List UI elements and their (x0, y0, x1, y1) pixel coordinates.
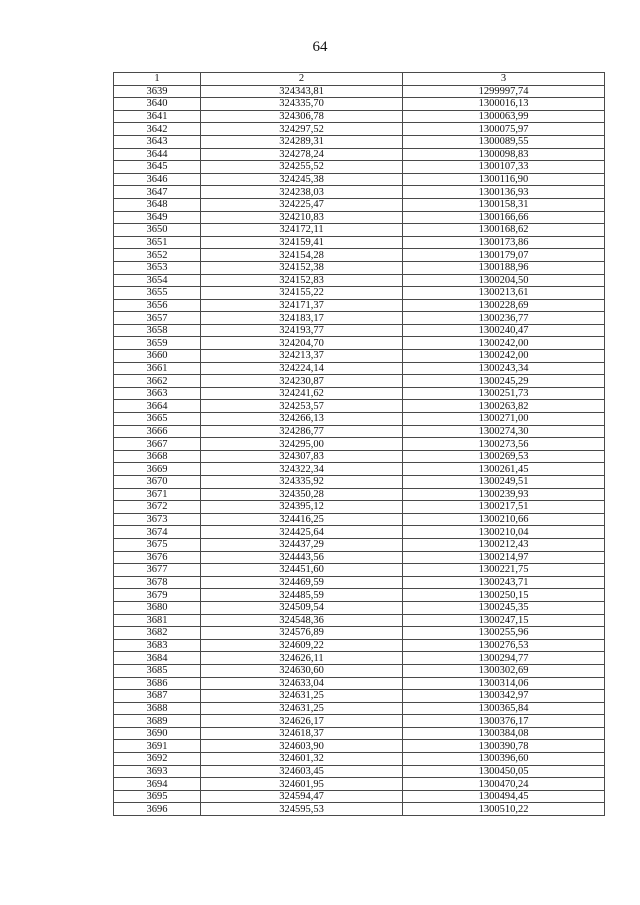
x-coordinate-cell: 324631,25 (201, 690, 403, 703)
table-row (114, 173, 605, 186)
x-coordinate-cell: 324306,78 (201, 110, 403, 123)
x-coordinate-cell: 324548,36 (201, 614, 403, 627)
table-row (114, 261, 605, 274)
table-row (114, 614, 605, 627)
table-row (114, 501, 605, 514)
x-coordinate-cell: 324595,53 (201, 803, 403, 816)
table-row (114, 161, 605, 174)
point-number-cell: 3661 (114, 362, 201, 375)
x-coordinate-cell: 324630,60 (201, 664, 403, 677)
table-row (114, 664, 605, 677)
point-number-cell: 3695 (114, 790, 201, 803)
x-coordinate-cell: 324183,17 (201, 312, 403, 325)
x-coordinate-cell: 324224,14 (201, 362, 403, 375)
point-number-cell: 3665 (114, 413, 201, 426)
point-number-cell: 3650 (114, 224, 201, 237)
y-coordinate-cell: 1300188,96 (403, 261, 605, 274)
point-number-cell: 3649 (114, 211, 201, 224)
point-number-cell: 3666 (114, 425, 201, 438)
y-coordinate-cell: 1300396,60 (403, 753, 605, 766)
y-coordinate-cell: 1300168,62 (403, 224, 605, 237)
y-coordinate-cell: 1300242,00 (403, 337, 605, 350)
y-coordinate-cell: 1300276,53 (403, 639, 605, 652)
x-coordinate-cell: 324255,52 (201, 161, 403, 174)
x-coordinate-cell: 324443,56 (201, 551, 403, 564)
y-coordinate-cell: 1300376,17 (403, 715, 605, 728)
table-row (114, 753, 605, 766)
point-number-cell: 3658 (114, 324, 201, 337)
y-coordinate-cell: 1300273,56 (403, 438, 605, 451)
x-coordinate-cell: 324297,52 (201, 123, 403, 136)
y-coordinate-cell: 1300098,83 (403, 148, 605, 161)
table-row (114, 274, 605, 287)
y-coordinate-cell: 1300271,00 (403, 413, 605, 426)
y-coordinate-cell: 1300089,55 (403, 135, 605, 148)
y-coordinate-cell: 1300294,77 (403, 652, 605, 665)
table-row (114, 740, 605, 753)
y-coordinate-cell: 1300245,35 (403, 601, 605, 614)
x-coordinate-cell: 324576,89 (201, 627, 403, 640)
point-number-cell: 3647 (114, 186, 201, 199)
x-coordinate-cell: 324204,70 (201, 337, 403, 350)
y-coordinate-cell: 1300269,53 (403, 450, 605, 463)
x-coordinate-cell: 324210,83 (201, 211, 403, 224)
table-row (114, 186, 605, 199)
coordinates-table (113, 72, 605, 816)
point-number-cell: 3644 (114, 148, 201, 161)
point-number-cell: 3675 (114, 538, 201, 551)
x-coordinate-cell: 324171,37 (201, 299, 403, 312)
y-coordinate-cell: 1300228,69 (403, 299, 605, 312)
x-coordinate-cell: 324416,25 (201, 513, 403, 526)
y-coordinate-cell: 1300136,93 (403, 186, 605, 199)
y-coordinate-cell: 1300247,15 (403, 614, 605, 627)
point-number-cell: 3642 (114, 123, 201, 136)
x-coordinate-cell: 324437,29 (201, 538, 403, 551)
y-coordinate-cell: 1300107,33 (403, 161, 605, 174)
table-row (114, 123, 605, 136)
table-row (114, 803, 605, 816)
table-row (114, 463, 605, 476)
x-coordinate-cell: 324594,47 (201, 790, 403, 803)
table-row (114, 778, 605, 791)
x-coordinate-cell: 324631,25 (201, 702, 403, 715)
point-number-cell: 3657 (114, 312, 201, 325)
point-number-cell: 3690 (114, 727, 201, 740)
point-number-cell: 3669 (114, 463, 201, 476)
table-row (114, 790, 605, 803)
point-number-cell: 3676 (114, 551, 201, 564)
y-coordinate-cell: 1300016,13 (403, 98, 605, 111)
x-coordinate-cell: 324626,17 (201, 715, 403, 728)
x-coordinate-cell: 324626,11 (201, 652, 403, 665)
table-row (114, 211, 605, 224)
y-coordinate-cell: 1300470,24 (403, 778, 605, 791)
point-number-cell: 3640 (114, 98, 201, 111)
y-coordinate-cell: 1300075,97 (403, 123, 605, 136)
table-row (114, 425, 605, 438)
y-coordinate-cell: 1300250,15 (403, 589, 605, 602)
x-coordinate-cell: 324155,22 (201, 287, 403, 300)
point-number-cell: 3662 (114, 375, 201, 388)
y-coordinate-cell: 1300221,75 (403, 564, 605, 577)
point-number-cell: 3694 (114, 778, 201, 791)
point-number-cell: 3687 (114, 690, 201, 703)
table-row (114, 589, 605, 602)
table-row (114, 551, 605, 564)
point-number-cell: 3691 (114, 740, 201, 753)
x-coordinate-cell: 324469,59 (201, 576, 403, 589)
x-coordinate-cell: 324485,59 (201, 589, 403, 602)
table-row (114, 765, 605, 778)
point-number-cell: 3641 (114, 110, 201, 123)
table-row (114, 627, 605, 640)
point-number-cell: 3681 (114, 614, 201, 627)
point-number-cell: 3660 (114, 350, 201, 363)
x-coordinate-cell: 324603,45 (201, 765, 403, 778)
point-number-cell: 3678 (114, 576, 201, 589)
y-coordinate-cell: 1300255,96 (403, 627, 605, 640)
table-row (114, 450, 605, 463)
x-coordinate-cell: 324601,95 (201, 778, 403, 791)
y-coordinate-cell: 1300239,93 (403, 488, 605, 501)
point-number-cell: 3653 (114, 261, 201, 274)
y-coordinate-cell: 1300384,08 (403, 727, 605, 740)
point-number-cell: 3639 (114, 85, 201, 98)
table-row (114, 287, 605, 300)
table-row (114, 299, 605, 312)
point-number-cell: 3645 (114, 161, 201, 174)
point-number-cell: 3689 (114, 715, 201, 728)
point-number-cell: 3674 (114, 526, 201, 539)
table-row (114, 652, 605, 665)
x-coordinate-cell: 324172,11 (201, 224, 403, 237)
table-row (114, 438, 605, 451)
y-coordinate-cell: 1300158,31 (403, 198, 605, 211)
x-coordinate-cell: 324230,87 (201, 375, 403, 388)
x-coordinate-cell: 324213,37 (201, 350, 403, 363)
x-coordinate-cell: 324286,77 (201, 425, 403, 438)
y-coordinate-cell: 1300213,61 (403, 287, 605, 300)
x-coordinate-cell: 324350,28 (201, 488, 403, 501)
y-coordinate-cell: 1300217,51 (403, 501, 605, 514)
x-coordinate-cell: 324601,32 (201, 753, 403, 766)
point-number-cell: 3673 (114, 513, 201, 526)
x-coordinate-cell: 324241,62 (201, 387, 403, 400)
x-coordinate-cell: 324225,47 (201, 198, 403, 211)
point-number-cell: 3667 (114, 438, 201, 451)
x-coordinate-cell: 324152,38 (201, 261, 403, 274)
y-coordinate-cell: 1300251,73 (403, 387, 605, 400)
y-coordinate-cell: 1300063,99 (403, 110, 605, 123)
point-number-cell: 3670 (114, 476, 201, 489)
y-coordinate-cell: 1300214,97 (403, 551, 605, 564)
y-coordinate-cell: 1300240,47 (403, 324, 605, 337)
table-row (114, 236, 605, 249)
table-header (114, 73, 605, 86)
point-number-cell: 3655 (114, 287, 201, 300)
point-number-cell: 3646 (114, 173, 201, 186)
point-number-cell: 3686 (114, 677, 201, 690)
table-row (114, 400, 605, 413)
point-number-cell: 3679 (114, 589, 201, 602)
x-coordinate-cell: 324451,60 (201, 564, 403, 577)
table-row (114, 513, 605, 526)
table-row (114, 564, 605, 577)
table-row (114, 110, 605, 123)
column-header-3: 3 (403, 73, 605, 86)
point-number-cell: 3654 (114, 274, 201, 287)
x-coordinate-cell: 324193,77 (201, 324, 403, 337)
y-coordinate-cell: 1300302,69 (403, 664, 605, 677)
x-coordinate-cell: 324295,00 (201, 438, 403, 451)
table-row (114, 135, 605, 148)
table-row (114, 538, 605, 551)
point-number-cell: 3677 (114, 564, 201, 577)
x-coordinate-cell: 324245,38 (201, 173, 403, 186)
point-number-cell: 3692 (114, 753, 201, 766)
x-coordinate-cell: 324307,83 (201, 450, 403, 463)
table-row (114, 677, 605, 690)
table-row (114, 488, 605, 501)
y-coordinate-cell: 1300210,04 (403, 526, 605, 539)
x-coordinate-cell: 324618,37 (201, 727, 403, 740)
y-coordinate-cell: 1300365,84 (403, 702, 605, 715)
point-number-cell: 3652 (114, 249, 201, 262)
y-coordinate-cell: 1300179,07 (403, 249, 605, 262)
y-coordinate-cell: 1300212,43 (403, 538, 605, 551)
point-number-cell: 3688 (114, 702, 201, 715)
y-coordinate-cell: 1300390,78 (403, 740, 605, 753)
point-number-cell: 3663 (114, 387, 201, 400)
x-coordinate-cell: 324395,12 (201, 501, 403, 514)
point-number-cell: 3693 (114, 765, 201, 778)
x-coordinate-cell: 324154,28 (201, 249, 403, 262)
x-coordinate-cell: 324603,90 (201, 740, 403, 753)
x-coordinate-cell: 324609,22 (201, 639, 403, 652)
y-coordinate-cell: 1300274,30 (403, 425, 605, 438)
table-row (114, 312, 605, 325)
x-coordinate-cell: 324633,04 (201, 677, 403, 690)
x-coordinate-cell: 324238,03 (201, 186, 403, 199)
table-row (114, 148, 605, 161)
y-coordinate-cell: 1300342,97 (403, 690, 605, 703)
point-number-cell: 3682 (114, 627, 201, 640)
y-coordinate-cell: 1300210,66 (403, 513, 605, 526)
point-number-cell: 3672 (114, 501, 201, 514)
table-row (114, 601, 605, 614)
y-coordinate-cell: 1300245,29 (403, 375, 605, 388)
table-row (114, 198, 605, 211)
y-coordinate-cell: 1300249,51 (403, 476, 605, 489)
point-number-cell: 3648 (114, 198, 201, 211)
y-coordinate-cell: 1300236,77 (403, 312, 605, 325)
table-row (114, 702, 605, 715)
table-row (114, 690, 605, 703)
point-number-cell: 3671 (114, 488, 201, 501)
table-row (114, 476, 605, 489)
table-row (114, 249, 605, 262)
x-coordinate-cell: 324343,81 (201, 85, 403, 98)
y-coordinate-cell: 1300243,71 (403, 576, 605, 589)
table-row (114, 337, 605, 350)
x-coordinate-cell: 324289,31 (201, 135, 403, 148)
x-coordinate-cell: 324152,83 (201, 274, 403, 287)
header-row (114, 73, 605, 86)
page-number: 64 (312, 39, 328, 55)
y-coordinate-cell: 1300243,34 (403, 362, 605, 375)
y-coordinate-cell: 1300450,05 (403, 765, 605, 778)
table-row (114, 413, 605, 426)
x-coordinate-cell: 324335,70 (201, 98, 403, 111)
x-coordinate-cell: 324159,41 (201, 236, 403, 249)
point-number-cell: 3656 (114, 299, 201, 312)
point-number-cell: 3683 (114, 639, 201, 652)
point-number-cell: 3664 (114, 400, 201, 413)
x-coordinate-cell: 324266,13 (201, 413, 403, 426)
table-row (114, 324, 605, 337)
y-coordinate-cell: 1300510,22 (403, 803, 605, 816)
x-coordinate-cell: 324278,24 (201, 148, 403, 161)
table-row (114, 727, 605, 740)
y-coordinate-cell: 1300166,66 (403, 211, 605, 224)
table-row (114, 387, 605, 400)
table-row (114, 526, 605, 539)
point-number-cell: 3696 (114, 803, 201, 816)
y-coordinate-cell: 1300116,90 (403, 173, 605, 186)
table-row (114, 576, 605, 589)
point-number-cell: 3668 (114, 450, 201, 463)
x-coordinate-cell: 324425,64 (201, 526, 403, 539)
x-coordinate-cell: 324253,57 (201, 400, 403, 413)
table-row (114, 715, 605, 728)
y-coordinate-cell: 1300263,82 (403, 400, 605, 413)
table-row (114, 639, 605, 652)
x-coordinate-cell: 324509,54 (201, 601, 403, 614)
y-coordinate-cell: 1300173,86 (403, 236, 605, 249)
y-coordinate-cell: 1300314,06 (403, 677, 605, 690)
y-coordinate-cell: 1300242,00 (403, 350, 605, 363)
table-row (114, 362, 605, 375)
point-number-cell: 3685 (114, 664, 201, 677)
column-header-1: 1 (114, 73, 201, 86)
y-coordinate-cell: 1300204,50 (403, 274, 605, 287)
point-number-cell: 3684 (114, 652, 201, 665)
y-coordinate-cell: 1300494,45 (403, 790, 605, 803)
point-number-cell: 3659 (114, 337, 201, 350)
table-row (114, 98, 605, 111)
column-header-2: 2 (201, 73, 403, 86)
table-row (114, 350, 605, 363)
x-coordinate-cell: 324322,34 (201, 463, 403, 476)
table-row (114, 224, 605, 237)
y-coordinate-cell: 1299997,74 (403, 85, 605, 98)
x-coordinate-cell: 324335,92 (201, 476, 403, 489)
table-row (114, 85, 605, 98)
y-coordinate-cell: 1300261,45 (403, 463, 605, 476)
table-row (114, 375, 605, 388)
point-number-cell: 3680 (114, 601, 201, 614)
point-number-cell: 3643 (114, 135, 201, 148)
point-number-cell: 3651 (114, 236, 201, 249)
table-body (114, 85, 605, 815)
